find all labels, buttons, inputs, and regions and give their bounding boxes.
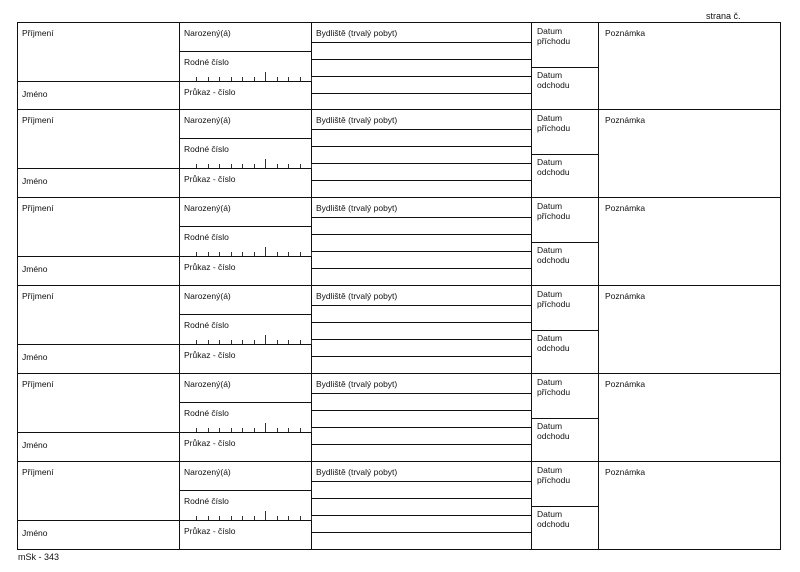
residence-label: Bydliště (trvalý pobyt) xyxy=(316,467,398,477)
record-block xyxy=(17,198,781,286)
digit-tick xyxy=(288,340,289,344)
birth-number-label: Rodné číslo xyxy=(184,496,229,506)
column-divider xyxy=(598,374,599,461)
row-divider xyxy=(179,168,311,169)
surname-label: Příjmení xyxy=(22,203,54,213)
birth-number-field[interactable] xyxy=(192,71,316,81)
digit-tick xyxy=(231,340,232,344)
arrival-date-label: Datum příchodu xyxy=(537,26,571,46)
digit-tick xyxy=(208,428,209,432)
row-divider xyxy=(179,256,311,257)
row-divider xyxy=(179,490,311,491)
row-divider xyxy=(311,42,531,43)
digit-tick xyxy=(311,252,312,256)
first-name-label: Jméno xyxy=(22,352,48,362)
digit-tick xyxy=(231,77,232,81)
digit-tick xyxy=(242,77,243,81)
digit-tick xyxy=(254,77,255,81)
digit-tick xyxy=(277,164,278,168)
digit-tick xyxy=(300,252,301,256)
page-number-label: strana č. xyxy=(706,11,741,21)
column-divider xyxy=(179,198,180,285)
digit-tick xyxy=(254,428,255,432)
digit-tick xyxy=(219,164,220,168)
digit-tick xyxy=(231,164,232,168)
surname-label: Příjmení xyxy=(22,379,54,389)
row-divider xyxy=(531,242,598,243)
digit-tick xyxy=(265,423,266,432)
birth-number-field[interactable] xyxy=(192,422,316,432)
birth-number-label: Rodné číslo xyxy=(184,232,229,242)
id-card-label: Průkaz - číslo xyxy=(184,350,236,360)
birth-number-label: Rodné číslo xyxy=(184,57,229,67)
row-divider xyxy=(179,314,311,315)
row-divider xyxy=(179,226,311,227)
digit-tick xyxy=(277,340,278,344)
digit-tick xyxy=(277,77,278,81)
column-divider xyxy=(311,23,312,109)
digit-tick xyxy=(288,516,289,520)
note-label: Poznámka xyxy=(605,291,646,301)
column-divider xyxy=(179,110,180,197)
note-label: Poznámka xyxy=(605,203,646,213)
digit-tick xyxy=(242,252,243,256)
digit-tick xyxy=(196,252,197,256)
row-divider xyxy=(311,305,531,306)
residence-label: Bydliště (trvalý pobyt) xyxy=(316,115,398,125)
column-divider xyxy=(311,198,312,285)
departure-date-label: Datum odchodu xyxy=(537,245,570,265)
row-divider xyxy=(179,81,311,82)
row-divider xyxy=(311,393,531,394)
row-divider xyxy=(18,168,179,169)
column-divider xyxy=(179,286,180,373)
row-divider xyxy=(311,163,531,164)
surname-label: Příjmení xyxy=(22,28,54,38)
arrival-date-label: Datum příchodu xyxy=(537,465,571,485)
digit-tick xyxy=(288,164,289,168)
row-divider xyxy=(311,129,531,130)
id-card-label: Průkaz - číslo xyxy=(184,174,236,184)
row-divider xyxy=(18,520,179,521)
row-divider xyxy=(531,154,598,155)
row-divider xyxy=(311,93,531,94)
arrival-date-label: Datum příchodu xyxy=(537,113,571,133)
row-divider xyxy=(311,498,531,499)
digit-tick xyxy=(288,252,289,256)
digit-tick xyxy=(277,516,278,520)
row-divider xyxy=(311,76,531,77)
row-divider xyxy=(311,410,531,411)
row-divider xyxy=(311,532,531,533)
first-name-label: Jméno xyxy=(22,176,48,186)
row-divider xyxy=(311,234,531,235)
row-divider xyxy=(311,427,531,428)
row-divider xyxy=(179,520,311,521)
record-block xyxy=(17,374,781,462)
note-label: Poznámka xyxy=(605,115,646,125)
column-divider xyxy=(598,23,599,109)
column-divider xyxy=(311,374,312,461)
note-label: Poznámka xyxy=(605,379,646,389)
digit-tick xyxy=(300,340,301,344)
id-card-label: Průkaz - číslo xyxy=(184,87,236,97)
arrival-date-label: Datum příchodu xyxy=(537,289,571,309)
first-name-label: Jméno xyxy=(22,89,48,99)
row-divider xyxy=(311,146,531,147)
digit-tick xyxy=(254,164,255,168)
digit-tick xyxy=(242,340,243,344)
row-divider xyxy=(18,344,179,345)
departure-date-label: Datum odchodu xyxy=(537,421,570,441)
column-divider xyxy=(311,110,312,197)
digit-tick xyxy=(219,516,220,520)
digit-tick xyxy=(254,516,255,520)
digit-tick xyxy=(231,428,232,432)
digit-tick xyxy=(219,428,220,432)
digit-tick xyxy=(300,77,301,81)
departure-date-label: Datum odchodu xyxy=(537,333,570,353)
departure-date-label: Datum odchodu xyxy=(537,157,570,177)
digit-tick xyxy=(242,428,243,432)
digit-tick xyxy=(300,164,301,168)
first-name-label: Jméno xyxy=(22,528,48,538)
digit-tick xyxy=(311,516,312,520)
departure-date-label: Datum odchodu xyxy=(537,70,570,90)
row-divider xyxy=(311,268,531,269)
digit-tick xyxy=(231,516,232,520)
birth-number-field[interactable] xyxy=(192,246,316,256)
row-divider xyxy=(179,402,311,403)
id-card-label: Průkaz - číslo xyxy=(184,526,236,536)
digit-tick xyxy=(196,516,197,520)
digit-tick xyxy=(300,516,301,520)
digit-tick xyxy=(208,340,209,344)
residence-label: Bydliště (trvalý pobyt) xyxy=(316,28,398,38)
born-label: Narozený(á) xyxy=(184,291,231,301)
row-divider xyxy=(311,322,531,323)
birth-number-label: Rodné číslo xyxy=(184,408,229,418)
born-label: Narozený(á) xyxy=(184,115,231,125)
row-divider xyxy=(18,432,179,433)
row-divider xyxy=(311,59,531,60)
digit-tick xyxy=(242,516,243,520)
column-divider xyxy=(179,23,180,109)
first-name-label: Jméno xyxy=(22,264,48,274)
birth-number-field[interactable] xyxy=(192,334,316,344)
digit-tick xyxy=(288,77,289,81)
first-name-label: Jméno xyxy=(22,440,48,450)
digit-tick xyxy=(196,164,197,168)
digit-tick xyxy=(265,72,266,81)
row-divider xyxy=(531,506,598,507)
record-block xyxy=(17,462,781,550)
column-divider xyxy=(598,286,599,373)
birth-number-field[interactable] xyxy=(192,510,316,520)
column-divider xyxy=(311,462,312,549)
birth-number-label: Rodné číslo xyxy=(184,320,229,330)
row-divider xyxy=(531,67,598,68)
digit-tick xyxy=(311,77,312,81)
digit-tick xyxy=(311,340,312,344)
digit-tick xyxy=(265,159,266,168)
row-divider xyxy=(18,81,179,82)
digit-tick xyxy=(219,77,220,81)
residence-label: Bydliště (trvalý pobyt) xyxy=(316,379,398,389)
row-divider xyxy=(311,356,531,357)
birth-number-field[interactable] xyxy=(192,158,316,168)
row-divider xyxy=(531,418,598,419)
column-divider xyxy=(598,198,599,285)
digit-tick xyxy=(231,252,232,256)
digit-tick xyxy=(311,164,312,168)
born-label: Narozený(á) xyxy=(184,379,231,389)
digit-tick xyxy=(208,516,209,520)
digit-tick xyxy=(242,164,243,168)
id-card-label: Průkaz - číslo xyxy=(184,438,236,448)
arrival-date-label: Datum příchodu xyxy=(537,377,571,397)
surname-label: Příjmení xyxy=(22,467,54,477)
surname-label: Příjmení xyxy=(22,291,54,301)
row-divider xyxy=(311,180,531,181)
departure-date-label: Datum odchodu xyxy=(537,509,570,529)
digit-tick xyxy=(300,428,301,432)
note-label: Poznámka xyxy=(605,28,646,38)
digit-tick xyxy=(254,252,255,256)
digit-tick xyxy=(196,428,197,432)
digit-tick xyxy=(196,340,197,344)
digit-tick xyxy=(196,77,197,81)
digit-tick xyxy=(254,340,255,344)
column-divider xyxy=(598,462,599,549)
digit-tick xyxy=(219,252,220,256)
digit-tick xyxy=(277,252,278,256)
digit-tick xyxy=(311,428,312,432)
id-card-label: Průkaz - číslo xyxy=(184,262,236,272)
birth-number-label: Rodné číslo xyxy=(184,144,229,154)
born-label: Narozený(á) xyxy=(184,203,231,213)
row-divider xyxy=(179,138,311,139)
column-divider xyxy=(598,110,599,197)
digit-tick xyxy=(208,77,209,81)
record-block xyxy=(17,22,781,110)
digit-tick xyxy=(208,164,209,168)
form-code: mSk - 343 xyxy=(18,552,60,562)
row-divider xyxy=(18,256,179,257)
born-label: Narozený(á) xyxy=(184,28,231,38)
arrival-date-label: Datum příchodu xyxy=(537,201,571,221)
note-label: Poznámka xyxy=(605,467,646,477)
column-divider xyxy=(179,374,180,461)
digit-tick xyxy=(265,247,266,256)
guest-register-table xyxy=(17,22,781,550)
digit-tick xyxy=(288,428,289,432)
record-block xyxy=(17,286,781,374)
row-divider xyxy=(311,481,531,482)
column-divider xyxy=(179,462,180,549)
row-divider xyxy=(311,444,531,445)
residence-label: Bydliště (trvalý pobyt) xyxy=(316,203,398,213)
digit-tick xyxy=(219,340,220,344)
row-divider xyxy=(311,217,531,218)
digit-tick xyxy=(265,511,266,520)
surname-label: Příjmení xyxy=(22,115,54,125)
row-divider xyxy=(311,251,531,252)
row-divider xyxy=(179,432,311,433)
column-divider xyxy=(531,23,532,109)
row-divider xyxy=(179,51,311,52)
digit-tick xyxy=(208,252,209,256)
row-divider xyxy=(311,339,531,340)
digit-tick xyxy=(277,428,278,432)
column-divider xyxy=(311,286,312,373)
residence-label: Bydliště (trvalý pobyt) xyxy=(316,291,398,301)
digit-tick xyxy=(265,335,266,344)
row-divider xyxy=(179,344,311,345)
row-divider xyxy=(531,330,598,331)
born-label: Narozený(á) xyxy=(184,467,231,477)
row-divider xyxy=(311,515,531,516)
record-block xyxy=(17,110,781,198)
